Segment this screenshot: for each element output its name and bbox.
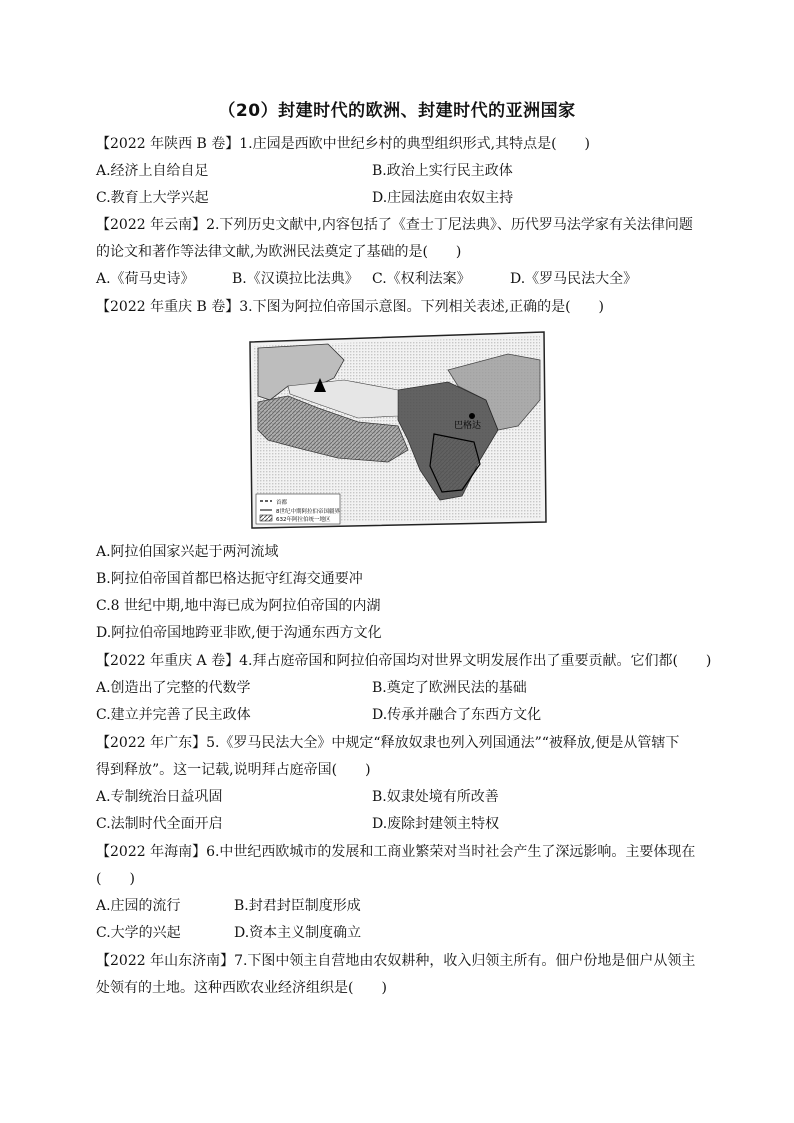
- q2-stem-line2: 的论文和著作等法律文献,为欧洲民法奠定了基础的是( ): [96, 244, 462, 260]
- q2-option-d[interactable]: D.《罗马民法大全》: [510, 271, 638, 287]
- q1-option-d[interactable]: D.庄园法庭由农奴主持: [372, 190, 514, 206]
- q5-option-c[interactable]: C.法制时代全面开启: [96, 816, 223, 832]
- q3-option-b[interactable]: B.阿拉伯帝国首都巴格达扼守红海交通要冲: [96, 571, 363, 587]
- q7-stem-line2: 处领有的土地。这种西欧农业经济组织是( ): [96, 980, 387, 996]
- q6-stem-line2: ( ): [96, 871, 135, 887]
- q6-option-d[interactable]: D.资本主义制度确立: [234, 925, 362, 941]
- q5-option-b[interactable]: B.奴隶处境有所改善: [372, 789, 499, 805]
- q4-option-b[interactable]: B.奠定了欧洲民法的基础: [372, 680, 527, 696]
- q1-option-b[interactable]: B.政治上实行民主政体: [372, 163, 513, 179]
- q6-option-b[interactable]: B.封君封臣制度形成: [234, 898, 361, 914]
- q2-stem-line1: 【2022 年云南】2.下列历史文献中,内容包括了《查士丁尼法典》、历代罗马法学家有关法律问题: [96, 217, 693, 233]
- arab-empire-map: [248, 330, 548, 530]
- q5-stem-line1: 【2022 年广东】5.《罗马民法大全》中规定“释放奴隶也列入列国通法”“被释放,便是从管辖下: [96, 735, 680, 751]
- q4-option-d[interactable]: D.传承并融合了东西方文化: [372, 707, 542, 723]
- map-legend-632: 632年阿拉伯统一地区: [276, 517, 331, 523]
- q6-stem-line1: 【2022 年海南】6.中世纪西欧城市的发展和工商业繁荣对当时社会产生了深远影响。主要体现在: [96, 844, 696, 860]
- map-image: [248, 330, 548, 530]
- q4-option-a[interactable]: A.创造出了完整的代数学: [96, 680, 251, 696]
- map-legend-border: 8世纪中期阿拉伯帝国疆界: [276, 509, 341, 515]
- map-legend-capital: 首都: [276, 500, 288, 506]
- q7-stem-line1: 【2022 年山东济南】7.下图中领主自营地由农奴耕种，收入归领主所有。佃户份地是佃户从领主: [96, 953, 696, 969]
- map-label-baghdad: 巴格达: [454, 421, 482, 431]
- q6-option-c[interactable]: C.大学的兴起: [96, 925, 181, 941]
- q3-option-c[interactable]: C.8 世纪中期,地中海已成为阿拉伯帝国的内湖: [96, 598, 381, 614]
- q3-option-d[interactable]: D.阿拉伯帝国地跨亚非欧,便于沟通东西方文化: [96, 625, 382, 641]
- q3-option-a[interactable]: A.阿拉伯国家兴起于两河流域: [96, 544, 279, 560]
- q4-stem: 【2022 年重庆 A 卷】4.拜占庭帝国和阿拉伯帝国均对世界文明发展作出了重要贡献。它们都( ): [96, 653, 712, 669]
- q5-option-a[interactable]: A.专制统治日益巩固: [96, 789, 223, 805]
- q2-option-a[interactable]: A.《荷马史诗》: [96, 271, 195, 287]
- q5-stem-line2: 得到释放”。这一记载,说明拜占庭帝国( ): [96, 762, 371, 778]
- q2-option-b[interactable]: B.《汉谟拉比法典》: [232, 271, 359, 287]
- q1-stem: 【2022 年陕西 B 卷】1.庄园是西欧中世纪乡村的典型组织形式,其特点是( ): [96, 136, 590, 152]
- q2-option-c[interactable]: C.《权利法案》: [372, 271, 471, 287]
- q1-option-a[interactable]: A.经济上自给自足: [96, 163, 209, 179]
- page-title: （20）封建时代的欧洲、封建时代的亚洲国家: [218, 101, 576, 121]
- q4-option-c[interactable]: C.建立并完善了民主政体: [96, 707, 251, 723]
- q6-option-a[interactable]: A.庄园的流行: [96, 898, 181, 914]
- q3-stem: 【2022 年重庆 B 卷】3.下图为阿拉伯帝国示意图。下列相关表述,正确的是( ): [96, 299, 604, 315]
- q5-option-d[interactable]: D.废除封建领主特权: [372, 816, 500, 832]
- q1-option-c[interactable]: C.教育上大学兴起: [96, 190, 209, 206]
